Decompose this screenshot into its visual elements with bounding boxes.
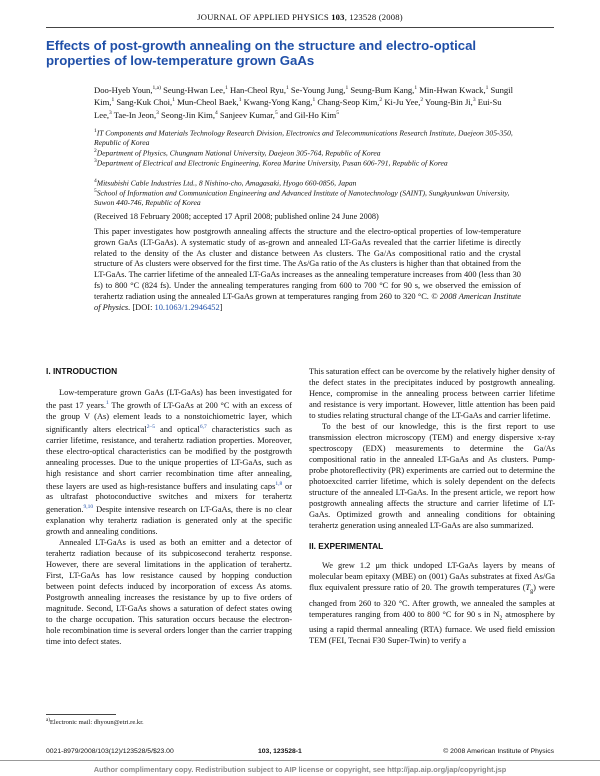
author-affiliation-mark: 2 bbox=[379, 97, 383, 104]
author-affiliation-mark: 2 bbox=[420, 97, 424, 104]
author-name: Chang-Seop Kim, bbox=[317, 97, 380, 108]
section-heading-experimental: II. EXPERIMENTAL bbox=[309, 541, 384, 551]
text-run: atmosphere by using a rapid thermal annealing (RTA) furnace. We used field emission TEM (FEI, Tecnai F30 Super-Twin) to verify a bbox=[309, 609, 555, 646]
journal-header: JOURNAL OF APPLIED PHYSICS 103, 123528 (2008) bbox=[197, 12, 403, 22]
citation-link[interactable]: 1 bbox=[106, 400, 109, 406]
citation-link[interactable]: 6,7 bbox=[199, 423, 207, 430]
author-affiliation-mark: 4 bbox=[215, 109, 218, 116]
abstract-copyright: © 2008 American Institute of Physics. bbox=[94, 291, 521, 312]
affiliation-text: Department of Electrical and Electronic Engineering, Korea Marine University, Pusan 606-791, Republic of Korea bbox=[96, 158, 448, 168]
affiliation-mark: 5 bbox=[94, 188, 97, 194]
citation-link[interactable]: 9,10 bbox=[83, 504, 94, 511]
author-name: Mun-Cheol Baek, bbox=[177, 97, 239, 108]
author-name: Eui-Su Lee, bbox=[94, 97, 502, 120]
journal-name: JOURNAL OF APPLIED PHYSICS bbox=[197, 12, 329, 22]
affiliation-text: Department of Physics, Chungnam National University, Daejeon 305-764, Republic of Korea bbox=[96, 148, 381, 158]
text-run: or as ultrafast photoconductive switches and mixers for terahertz generation. bbox=[46, 481, 292, 515]
text-run: ) were changed from 260 to 320 °C. After growth, we annealed the samples at temperatures ranging from 400 to 800 °C for 90 s in N bbox=[309, 583, 555, 619]
footnote-text: Electronic mail: dhyoun@etri.re.kr. bbox=[49, 719, 144, 727]
footnote-mark: a) bbox=[46, 718, 50, 723]
affiliation-5 bbox=[94, 187, 524, 208]
affiliation-mark: 1 bbox=[94, 128, 97, 134]
author-affiliation-mark: 1 bbox=[111, 97, 115, 104]
citation-link[interactable]: 2–5 bbox=[146, 423, 155, 430]
author-affiliation-mark: 3 bbox=[156, 109, 159, 116]
abstract-text: This paper investigates how postgrowth annealing affects the structure and the electro-optical properties of low-temperature grown GaAs (LT-GaAs). A systematic study of as-grown and annealed LT-GaAs revealed that the carrier lifetime is directly related to the density of the As cluster and distance between As clusters. The Ga/As compositional ratio and the crystal structure of As clusters were observed for the first time. The As/Ga ratio of the As clusters is higher than that obtained from the LT-GaAs. The carrier lifetime of the annealed LT-GaAs increases as the annealing temperature increases from 400 (less than 30 fs) to 800 °C (824 fs). Under the annealing temperatures ranging from 600 to 700 °C for 90 s, we observed the emission of terahertz radiation using the annealed LT-GaAs grown at temperatures ranging from 260 to 320 °C. bbox=[94, 227, 521, 301]
affiliation-mark: 3 bbox=[94, 158, 97, 164]
journal-ref: 123528 (2008) bbox=[349, 12, 403, 22]
author-affiliation-mark: 5 bbox=[336, 109, 339, 116]
affiliation-mark: 4 bbox=[94, 178, 97, 184]
text-run: Despite intensive research on LT-GaAs, there is no clear explanation why terahertz radiation is generated only at the specific growth and annealing conditions. bbox=[46, 505, 292, 537]
doi-prefix: [DOI: bbox=[132, 302, 153, 312]
author-name: and Gil-Ho Kim bbox=[279, 109, 337, 120]
author-list bbox=[94, 83, 514, 120]
footnote bbox=[46, 718, 144, 726]
author-name: Ki-Ju Yee, bbox=[384, 97, 421, 108]
author-affiliation-mark: 5 bbox=[274, 109, 278, 116]
affiliation-1 bbox=[94, 127, 524, 148]
affiliation-3 bbox=[94, 157, 524, 168]
footer-copyright: © 2008 American Institute of Physics bbox=[443, 748, 554, 755]
header-rule bbox=[46, 27, 554, 28]
author-affiliation-mark: 1 bbox=[485, 85, 489, 91]
author-name: Young-Bin Ji, bbox=[424, 97, 473, 108]
copyright-rule bbox=[0, 760, 600, 761]
received-dates: (Received 18 February 2008; accepted 17 April 2008; published online 24 June 2008) bbox=[94, 212, 379, 221]
experimental-paragraph-1 bbox=[309, 560, 555, 646]
text-run: The growth of LT-GaAs at 200 °C with an excess of the group V (As) element leads to a nonstoichiometric layer, which significantly alters electrical bbox=[46, 400, 292, 434]
author-name: Han-Cheol Ryu, bbox=[230, 84, 287, 95]
section-heading-introduction: I. INTRODUCTION bbox=[46, 366, 118, 376]
right-column bbox=[309, 366, 555, 646]
journal-volume: 103 bbox=[331, 12, 345, 22]
citation-link[interactable]: 1,8 bbox=[275, 480, 283, 487]
author-affiliation-mark: 1 bbox=[238, 97, 242, 104]
author-affiliation-mark: 3 bbox=[472, 97, 476, 104]
affiliation-text: IT Components and Materials Technology Research Division, Electronics and Telecommunications Research Institute, Daejeon 305-350, Republic of Korea bbox=[94, 128, 513, 148]
author-affiliation-mark: 1 bbox=[225, 85, 228, 91]
author-name: Min-Hwan Kwack, bbox=[419, 84, 486, 95]
affiliation-text: School of Information and Communication Engineering and Advanced Institute of Nanotechnology (SAINT), Sungkyunkwan University, Suwon 440-746, Republic of Korea bbox=[94, 188, 510, 208]
subscript-g: g bbox=[530, 588, 534, 595]
author-name: Sang-Kuk Choi, bbox=[116, 97, 173, 108]
affiliation-mark: 2 bbox=[94, 148, 97, 154]
author-affiliation-mark: 1 bbox=[312, 97, 316, 104]
intro-paragraph-2: Annealed LT-GaAs is used as both an emitter and a detector of terahertz radiation because of its subpicosecond terahertz response. However, there are several limitations in the application of terahertz. First, LT-GaAs has low resistance caused by hopping conduction between point defects induced by incorporation of excess As atoms. Postgrowth annealing increases the resistance by up to five orders of magnitude. Second, LT-GaAs shows a saturation of defect states owing to the charge occupation. This saturation occurs because the electron-hole recombination time is several orders longer than the carrier trapping time into defect states. bbox=[46, 538, 292, 647]
intro-paragraph-1 bbox=[46, 387, 292, 537]
footer-issn: 0021-8979/2008/103(12)/123528/5/$23.00 bbox=[46, 748, 174, 755]
author-name: Tae-In Jeon, bbox=[113, 109, 157, 120]
author-name: Seung-Hwan Lee, bbox=[163, 84, 226, 95]
intro-paragraph-3: This saturation effect can be overcome by the relatively higher density of the defect states in the precipitates induced by postgrowth annealing. Hence, compromise in the annealing process between carrier lifetime and resistance is very important. However, little attention has been paid to studies relating structural change of the LT-GaAs and carrier lifetime. bbox=[309, 367, 555, 420]
text-run: and optical bbox=[154, 424, 200, 434]
doi-suffix: ] bbox=[219, 302, 223, 312]
author-affiliation-mark: 3 bbox=[109, 109, 112, 116]
doi-link[interactable]: 10.1063/1.2946452 bbox=[154, 302, 220, 312]
left-column bbox=[46, 366, 292, 647]
text-run: We grew 1.2 μm thick undoped LT-GaAs layers by means of molecular beam epitaxy (MBE) on (001) GaAs substrates at fixed As/Ga flux equivalent pressure ratio of 20. The growth temperatures ( bbox=[309, 561, 555, 592]
author-affiliation-mark: 1 bbox=[172, 97, 175, 104]
author-name: Sanjeev Kumar, bbox=[219, 109, 275, 120]
author-name: Se-Young Jung, bbox=[290, 84, 346, 95]
author-affiliation-mark: 1 bbox=[286, 85, 289, 91]
footnote-rule bbox=[46, 714, 116, 715]
author-name: Kwang-Yong Kang, bbox=[243, 97, 313, 108]
author-name: Doo-Hyeb Youn, bbox=[94, 84, 153, 95]
text-run: characteristics such as carrier lifetime, resistance, and terahertz radiation properties. Moreover, these electro-optical characteristics can be modified by the postgrowth annealing processes. Due to the unique properties of LT-GaAs, such as high resistance and short carrier recombination time after annealing, these layers are used as high-resistance buffers and insulating caps bbox=[46, 424, 292, 491]
text-run: Low-temperature grown GaAs (LT-GaAs) has been investigated for the past 17 years. bbox=[46, 388, 292, 410]
author-name: Seung-Bum Kang, bbox=[350, 84, 415, 95]
footer-page: 103, 123528-1 bbox=[258, 748, 302, 755]
author-affiliation-mark: 1 bbox=[345, 85, 349, 91]
abstract bbox=[94, 227, 521, 313]
author-affiliation-mark: 1 bbox=[414, 85, 418, 91]
copyright-notice: Author complimentary copy. Redistribution subject to AIP license or copyright, see http://jap.aip.org/jap/copyright.jsp bbox=[93, 765, 507, 774]
subscript-2: 2 bbox=[499, 615, 503, 622]
paper-title: Effects of post-growth annealing on the structure and electro-optical properties of low-temperature grown GaAs bbox=[46, 38, 477, 68]
author-name: Seong-Jin Kim, bbox=[161, 109, 215, 120]
intro-paragraph-4: To the best of our knowledge, this is the first report to use transmission electron microscopy (TEM) and energy dispersive x-ray spectroscopy (EDX) measurements to determine the Ga/As compositional ratio in the annealed LT-GaAs and As clusters. Pump-probe photoreflectivity (PR) experiments are carried out to determine the photoexcited carrier lifetime, which is solely dependent on the defects structure of the annealed LT-GaAs. In the present article, we report how postgrowth annealing affects the structure and carrier lifetime of LT-GaAs. Optimized growth and annealing conditions for obtaining terahertz generation using annealed LT-GaAs are also summarized. bbox=[309, 422, 555, 530]
affiliation-text: Mitsubishi Cable Industries Ltd., 8 Nishino-cho, Amagasaki, Hyogo 660-0856, Japan bbox=[96, 178, 357, 188]
author-name: Sungil Kim, bbox=[94, 84, 513, 108]
symbol-T: T bbox=[525, 583, 531, 592]
author-affiliation-mark: 1,a) bbox=[152, 85, 161, 91]
